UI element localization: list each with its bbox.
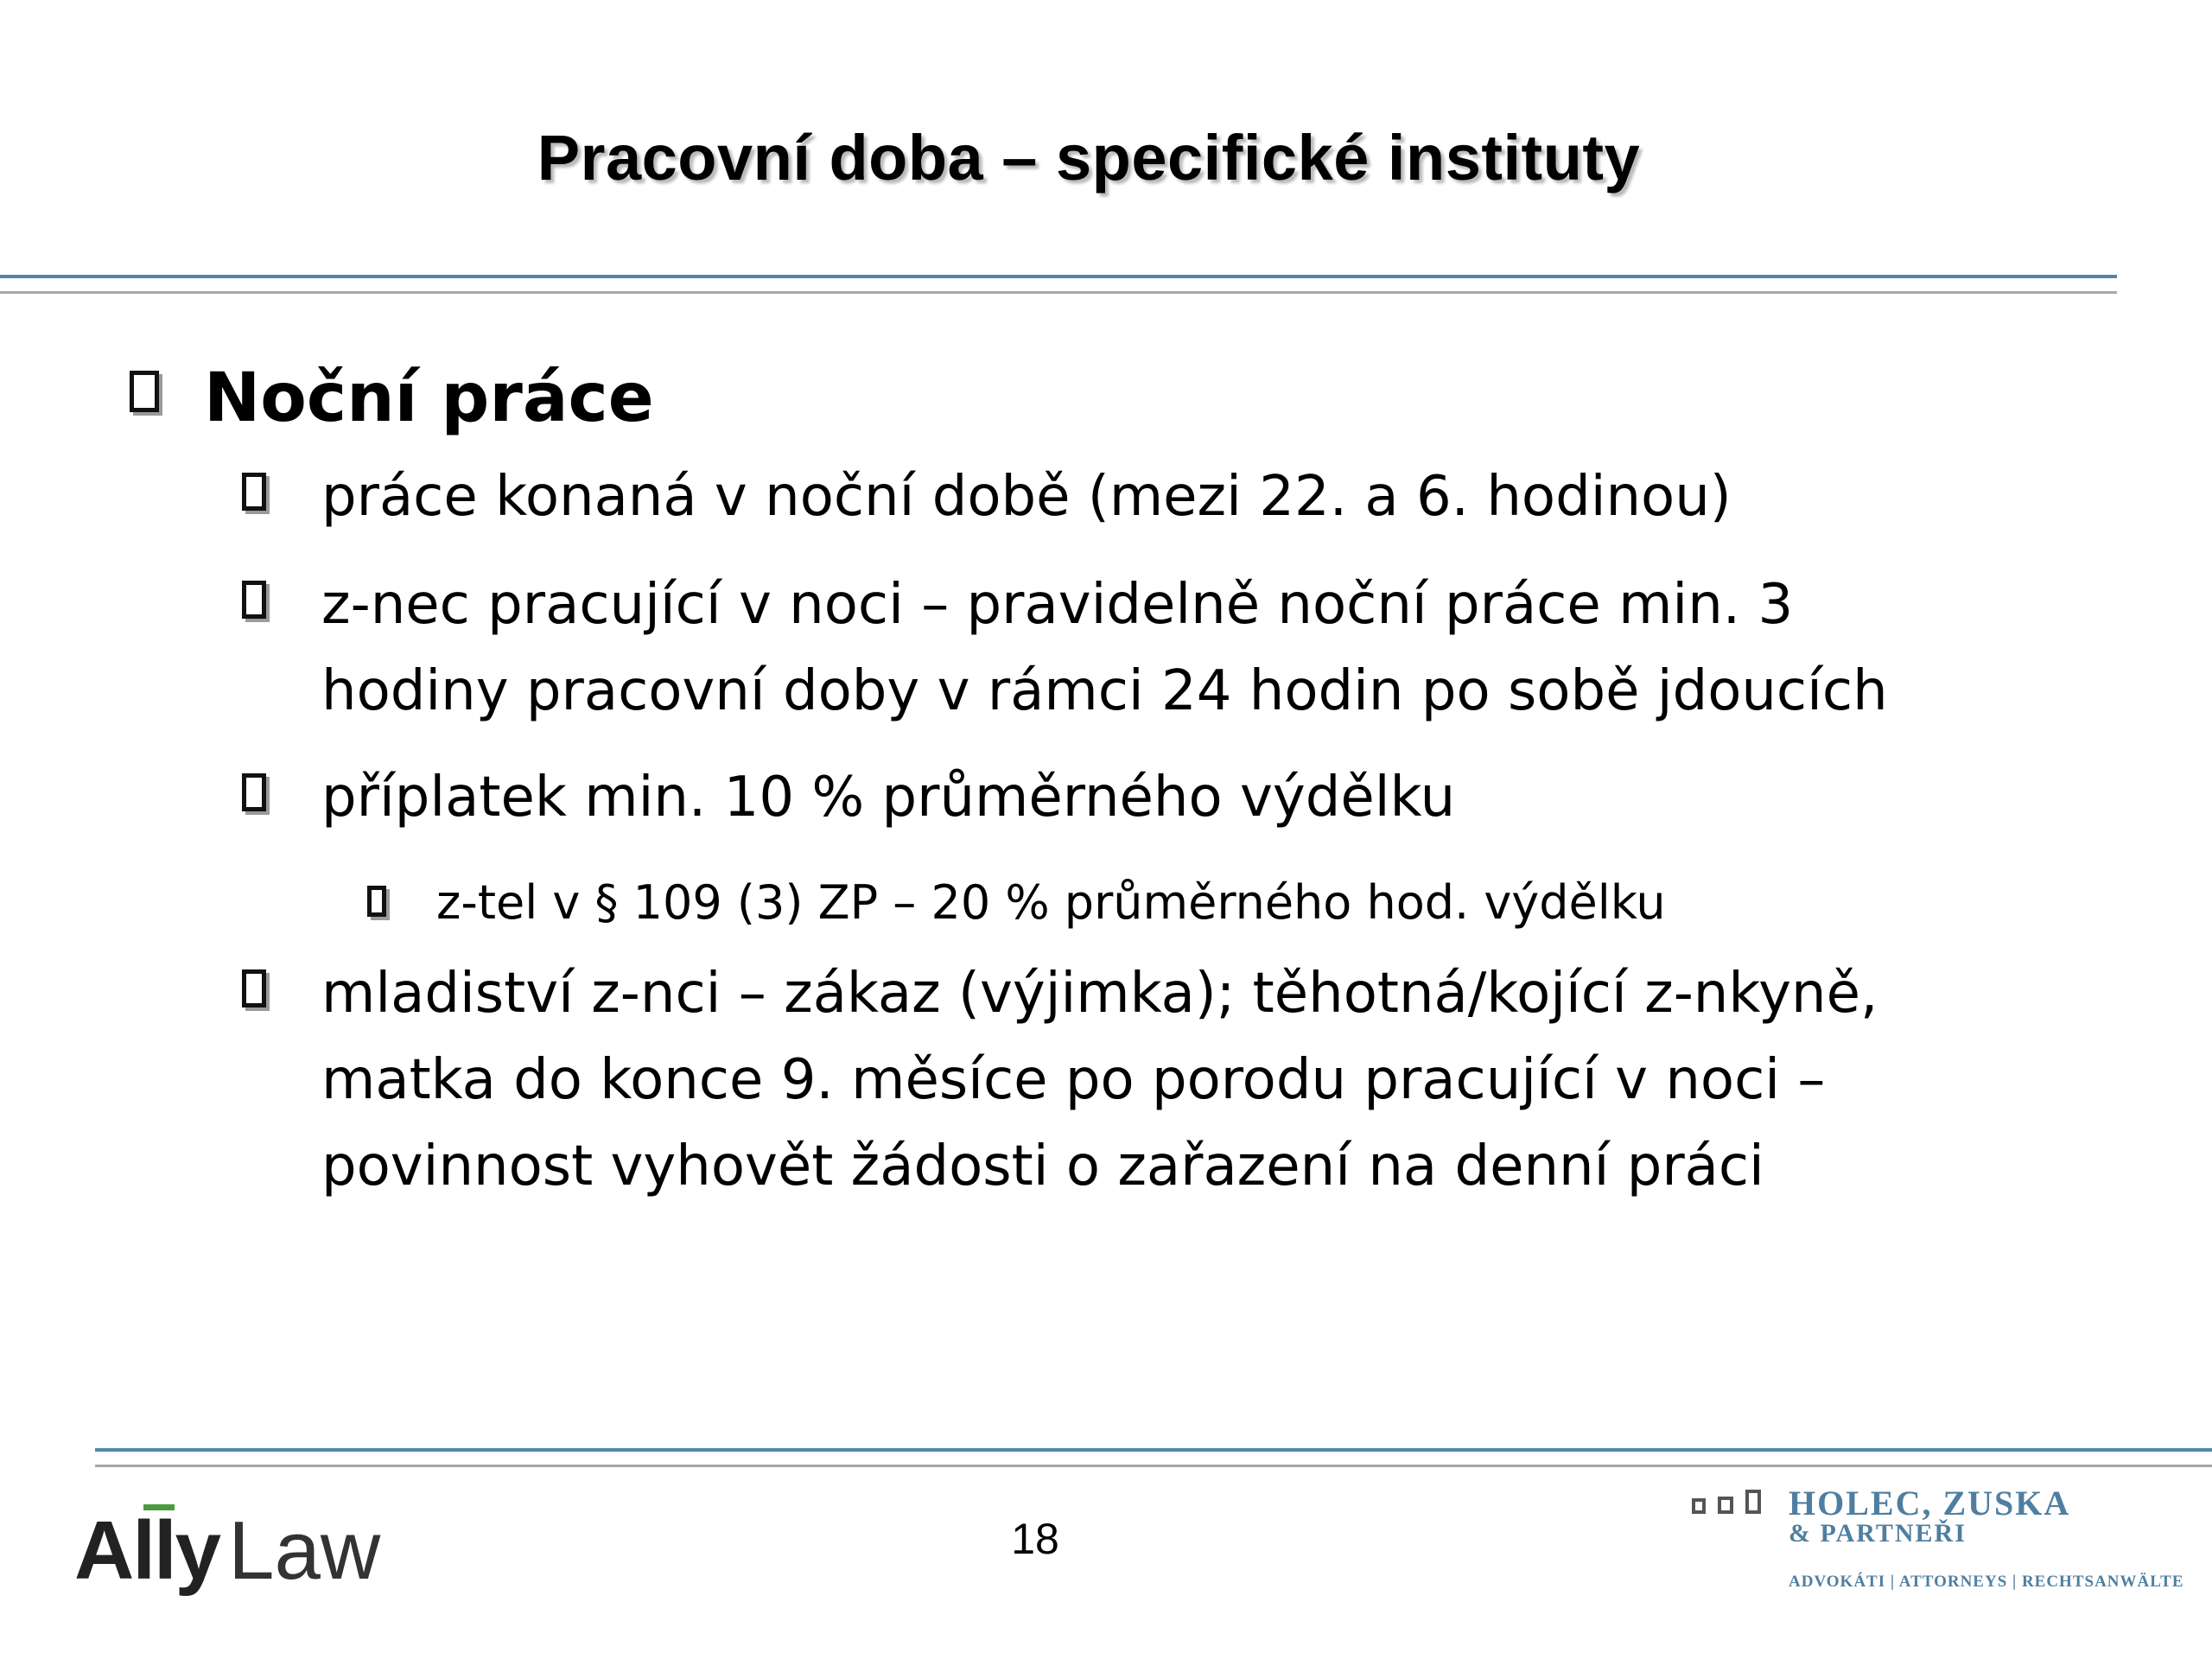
- bullet-text: práce konaná v noční době (mezi 22. a 6. hodinou): [321, 465, 1732, 529]
- sub-bullet-text: z-tel v § 109 (3) ZP – 20 % průměrného hod. výdělku: [436, 875, 1666, 930]
- square-bullet-icon: [242, 773, 266, 811]
- square-bullet-icon: [242, 969, 266, 1007]
- logo-squares-icon: [1692, 1490, 1761, 1514]
- firm-tagline: ADVOKÁTI | ATTORNEYS | RECHTSANWÄLTE: [1789, 1573, 2184, 1591]
- bullet-item: [242, 950, 1878, 1210]
- ally-law-logo: [74, 1503, 380, 1607]
- footer-rule-gray: [95, 1465, 2212, 1467]
- bullet-item: [242, 562, 1888, 734]
- square-bullet-icon: [242, 581, 266, 619]
- holec-zuska-logo: [1692, 1483, 2184, 1612]
- bullet-text: příplatek min. 10 % průměrného výdělku: [321, 766, 1456, 830]
- bullet-item: [242, 754, 1455, 841]
- page-number: 18: [1011, 1515, 1059, 1563]
- section-heading: Noční práce: [204, 359, 654, 437]
- header-rule-blue: [0, 275, 2117, 278]
- law-logo-word: Law: [228, 1504, 381, 1597]
- square-bullet-icon: [367, 886, 386, 917]
- footer-rule-blue: [95, 1448, 2212, 1452]
- square-bullet-icon: [242, 473, 266, 511]
- bullet-text: mladiství z-nci – zákaz (výjimka); těhotná/kojící z-nkyně, matka do konce 9. měsíce po porodu pracující v noci – povinnost vyhovět žádosti o zařazení na denní práci: [321, 962, 1878, 1198]
- sub-bullet-item: [367, 870, 1666, 936]
- firm-partners: & PARTNEŘI: [1789, 1519, 1967, 1548]
- heading-item: [130, 359, 654, 440]
- header-rule-gray: [0, 291, 2117, 294]
- bullet-text: z-nec pracující v noci – pravidelně noční práce min. 3 hodiny pracovní doby v rámci 24 hodin po sobě jdoucích: [321, 573, 1888, 723]
- square-bullet-icon: [130, 371, 159, 412]
- ally-logo-word: Ally: [74, 1504, 220, 1597]
- bullet-item: [242, 454, 1732, 540]
- slide-title: Pracovní doba – specifické instituty: [537, 122, 1641, 194]
- firm-name: HOLEC, ZUSKA: [1789, 1484, 2071, 1522]
